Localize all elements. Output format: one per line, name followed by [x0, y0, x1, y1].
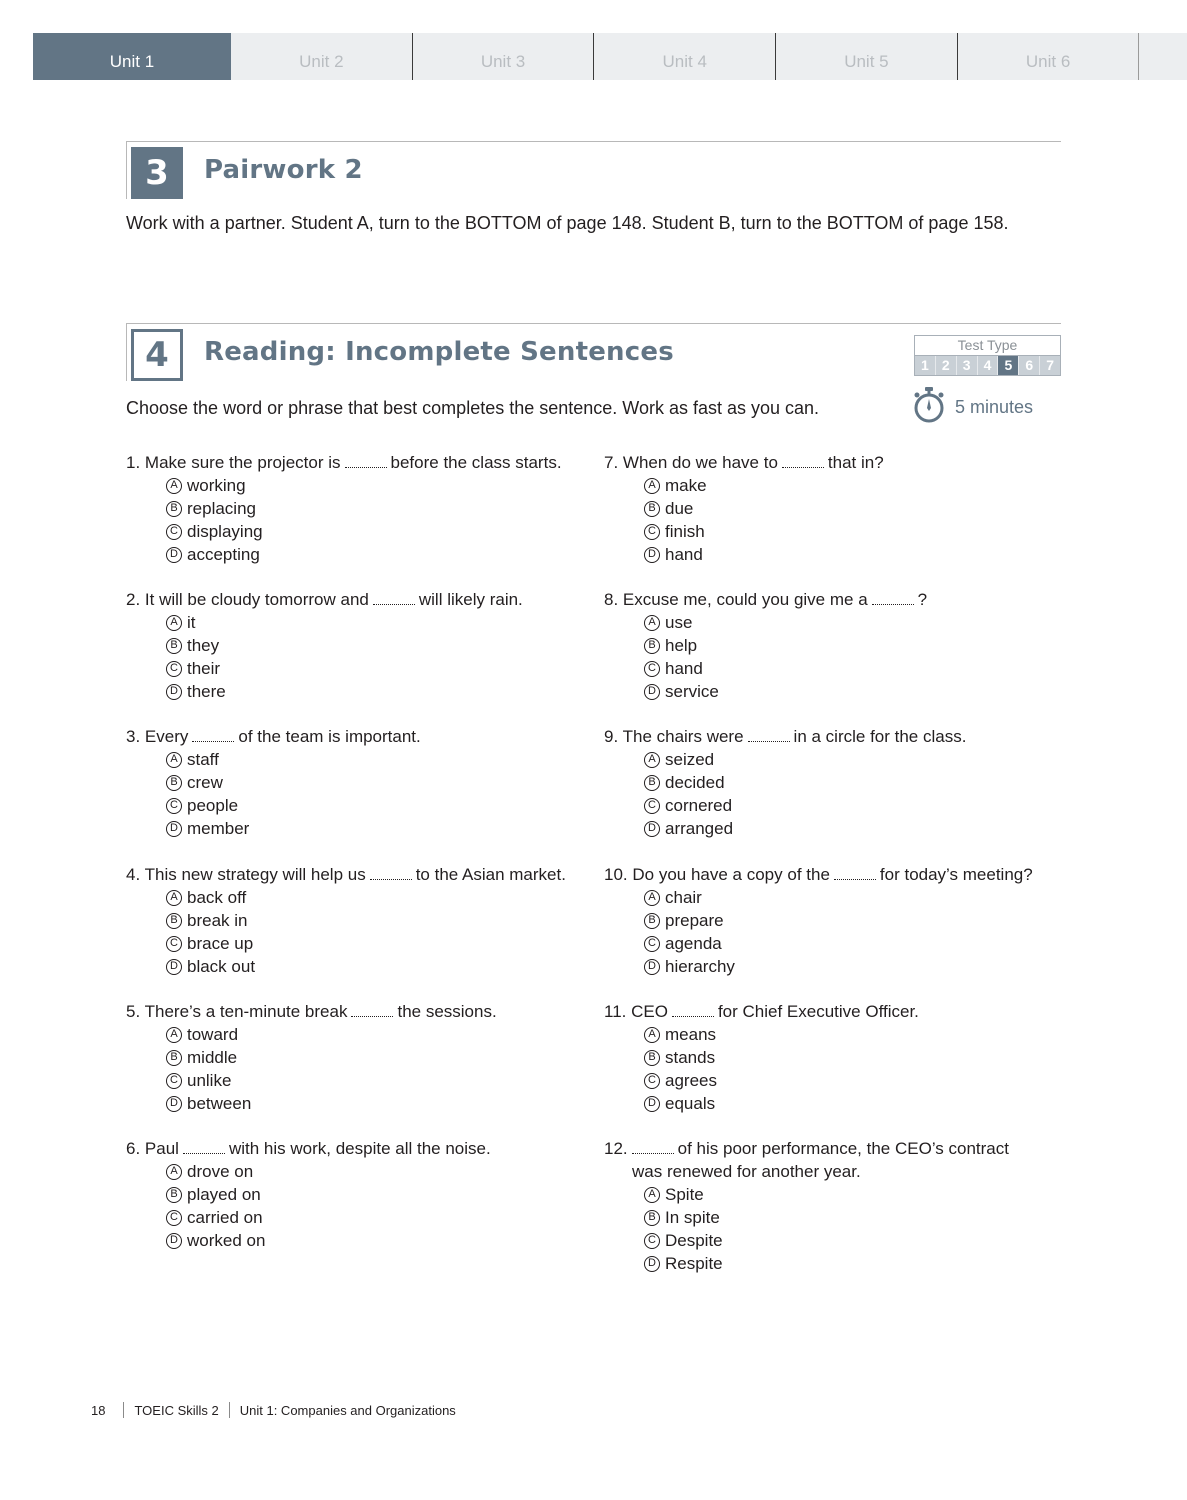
option-label: decided	[665, 772, 725, 792]
question-7	[604, 451, 1074, 566]
answer-option-a[interactable]	[644, 886, 1074, 909]
question-stem	[126, 1000, 596, 1023]
option-label: back off	[187, 887, 247, 907]
question-text-after: of the team is important.	[238, 727, 421, 746]
answer-option-b[interactable]	[644, 771, 1074, 794]
question-number: 8.	[604, 590, 619, 609]
option-label: there	[187, 681, 226, 701]
option-label: Respite	[665, 1253, 723, 1273]
test-type-cell-7: 7	[1040, 356, 1060, 375]
question-text-after: the sessions.	[397, 1002, 497, 1021]
answer-option-b[interactable]	[644, 1046, 1074, 1069]
answer-option-a[interactable]	[644, 611, 1074, 634]
option-label: worked on	[187, 1230, 266, 1250]
option-letter-circle-icon[interactable]: C	[166, 936, 182, 952]
question-text-after: before the class starts.	[390, 453, 562, 472]
test-type-cell-1: 1	[915, 356, 936, 375]
option-letter-circle-icon[interactable]: A	[644, 615, 660, 631]
option-letter-circle-icon[interactable]: B	[644, 1050, 660, 1066]
option-label: agrees	[665, 1070, 717, 1090]
option-letter-circle-icon[interactable]: C	[644, 798, 660, 814]
question-stem	[604, 863, 1074, 886]
question-11	[604, 1000, 1074, 1115]
answer-blank	[370, 865, 412, 880]
answer-option-d[interactable]	[166, 955, 596, 978]
option-label: people	[187, 795, 239, 815]
option-label: equals	[665, 1093, 716, 1113]
answer-option-b[interactable]	[644, 634, 1074, 657]
answer-blank	[748, 727, 790, 742]
answer-option-b[interactable]	[166, 1046, 596, 1069]
option-label: middle	[187, 1047, 238, 1067]
question-text-before: Every	[144, 727, 189, 746]
option-label: drove on	[187, 1161, 254, 1181]
section-divider	[126, 323, 1061, 324]
option-label: crew	[187, 772, 223, 792]
answer-option-a[interactable]	[644, 748, 1074, 771]
option-label: finish	[665, 521, 705, 541]
footer-divider	[229, 1402, 230, 1418]
question-stem	[604, 725, 1074, 748]
question-stem	[126, 863, 596, 886]
question-text-after: will likely rain.	[418, 590, 523, 609]
option-label: accepting	[187, 544, 260, 564]
question-text-before: Excuse me, could you give me a	[622, 590, 868, 609]
test-type-cell-5: 5	[998, 356, 1019, 375]
option-label: stands	[665, 1047, 716, 1067]
option-label: prepare	[665, 910, 724, 930]
option-letter-circle-icon[interactable]: A	[166, 1164, 182, 1180]
question-stem	[126, 588, 596, 611]
answer-option-c[interactable]	[166, 932, 596, 955]
answer-blank	[183, 1139, 225, 1154]
option-label: member	[187, 818, 250, 838]
option-label: hand	[665, 544, 703, 564]
tab-unit-3[interactable]: Unit 3	[413, 33, 595, 80]
time-limit-label: 5 minutes	[955, 397, 1034, 417]
option-letter-circle-icon[interactable]: A	[166, 478, 182, 494]
option-label: cornered	[665, 795, 733, 815]
option-letter-circle-icon[interactable]: C	[644, 524, 660, 540]
tab-unit-5[interactable]: Unit 5	[776, 33, 958, 80]
answer-option-b[interactable]	[166, 497, 596, 520]
answer-option-d[interactable]	[166, 543, 596, 566]
question-number: 7.	[604, 453, 619, 472]
section-instruction: Work with a partner. Student A, turn to the BOTTOM of page 148. Student B, turn to the BOTTOM of page 158.	[126, 213, 1009, 233]
option-letter-circle-icon[interactable]: C	[644, 936, 660, 952]
option-label: displaying	[187, 521, 263, 541]
question-text-after: to the Asian market.	[415, 865, 566, 884]
option-label: played on	[187, 1184, 261, 1204]
section-divider	[126, 141, 1061, 142]
question-8	[604, 588, 1074, 703]
option-label: they	[187, 635, 220, 655]
option-label: help	[665, 635, 698, 655]
option-label: make	[665, 475, 707, 495]
question-number: 9.	[604, 727, 619, 746]
answer-option-a[interactable]	[644, 1023, 1074, 1046]
answer-option-b[interactable]	[166, 771, 596, 794]
section-divider-vertical	[126, 141, 127, 199]
question-9	[604, 725, 1074, 840]
option-letter-circle-icon[interactable]: A	[166, 890, 182, 906]
option-letter-circle-icon[interactable]: A	[644, 1187, 660, 1203]
answer-option-b[interactable]	[166, 909, 596, 932]
answer-option-a[interactable]	[644, 474, 1074, 497]
option-letter-circle-icon[interactable]: B	[166, 1187, 182, 1203]
option-letter-circle-icon[interactable]: D	[166, 959, 182, 975]
option-label: black out	[187, 956, 256, 976]
question-text-after: ?	[917, 590, 928, 609]
option-letter-circle-icon[interactable]: B	[166, 638, 182, 654]
option-label: hand	[665, 658, 703, 678]
option-letter-circle-icon[interactable]: D	[644, 1256, 660, 1272]
answer-option-d[interactable]	[644, 1252, 1074, 1275]
answer-option-d[interactable]	[166, 1092, 596, 1115]
option-letter-circle-icon[interactable]: B	[644, 775, 660, 791]
section-divider-vertical	[126, 323, 127, 381]
option-letter-circle-icon[interactable]: D	[166, 1233, 182, 1249]
answer-option-c[interactable]	[166, 1206, 596, 1229]
answer-option-b[interactable]	[644, 497, 1074, 520]
option-letter-circle-icon[interactable]: B	[166, 1050, 182, 1066]
footer-divider	[123, 1402, 124, 1418]
option-label: it	[187, 612, 196, 632]
answer-blank	[872, 590, 914, 605]
option-letter-circle-icon[interactable]: D	[166, 821, 182, 837]
option-label: due	[665, 498, 694, 518]
tab-unit-4[interactable]: Unit 4	[594, 33, 776, 80]
option-label: carried on	[187, 1207, 263, 1227]
section-title: Pairwork 2	[204, 155, 363, 185]
answer-option-c[interactable]	[166, 1069, 596, 1092]
question-stem	[604, 451, 1074, 474]
question-6	[126, 1137, 596, 1252]
option-letter-circle-icon[interactable]: A	[166, 752, 182, 768]
option-label: means	[665, 1024, 717, 1044]
option-letter-circle-icon[interactable]: C	[166, 1210, 182, 1226]
question-text-before: This new strategy will help us	[144, 865, 366, 884]
test-type-label: Test Type	[915, 336, 1060, 356]
option-label: hierarchy	[665, 956, 735, 976]
question-4	[126, 863, 596, 978]
answer-option-b[interactable]	[644, 1206, 1074, 1229]
answer-option-d[interactable]	[644, 680, 1074, 703]
question-stem	[604, 1137, 1074, 1160]
question-text-before: It will be cloudy tomorrow and	[144, 590, 369, 609]
question-text-before: Make sure the projector is	[144, 453, 341, 472]
answer-blank	[345, 453, 387, 468]
answer-blank	[373, 590, 415, 605]
option-label: Despite	[665, 1230, 723, 1250]
section-instruction: Choose the word or phrase that best completes the sentence. Work as fast as you can.	[126, 398, 820, 418]
option-label: use	[665, 612, 693, 632]
question-text-before: Paul	[144, 1139, 179, 1158]
question-stem	[126, 1137, 596, 1160]
answer-blank	[782, 453, 824, 468]
question-text-before: When do we have to	[622, 453, 778, 472]
option-letter-circle-icon[interactable]: D	[644, 684, 660, 700]
answer-option-c[interactable]	[644, 520, 1074, 543]
option-letter-circle-icon[interactable]: B	[644, 913, 660, 929]
option-label: between	[187, 1093, 252, 1113]
question-text-before: The chairs were	[622, 727, 744, 746]
answer-blank	[834, 865, 876, 880]
question-10	[604, 863, 1074, 978]
question-text-before: CEO	[631, 1002, 668, 1021]
question-number: 2.	[126, 590, 141, 609]
option-letter-circle-icon[interactable]: A	[644, 478, 660, 494]
answer-blank	[632, 1139, 674, 1154]
answer-option-a[interactable]	[644, 1183, 1074, 1206]
question-5	[126, 1000, 596, 1115]
question-number: 5.	[126, 1002, 141, 1021]
answer-option-a[interactable]	[166, 886, 596, 909]
option-letter-circle-icon[interactable]: C	[166, 1073, 182, 1089]
stopwatch-icon	[912, 386, 946, 429]
option-letter-circle-icon[interactable]: B	[166, 501, 182, 517]
test-type-indicator	[914, 335, 1061, 376]
question-number: 1.	[126, 453, 141, 472]
tab-unit-6[interactable]: Unit 6	[958, 33, 1140, 80]
answer-option-c[interactable]	[644, 1229, 1074, 1252]
option-letter-circle-icon[interactable]: C	[166, 798, 182, 814]
option-letter-circle-icon[interactable]: B	[644, 1210, 660, 1226]
question-number: 12.	[604, 1139, 628, 1158]
question-number: 11.	[604, 1002, 627, 1021]
question-text-continued: was renewed for another year.	[632, 1162, 861, 1181]
option-letter-circle-icon[interactable]: C	[644, 1073, 660, 1089]
question-text-after: that in?	[827, 453, 884, 472]
test-type-cell-4: 4	[978, 356, 999, 375]
page-number: 18	[91, 1402, 106, 1418]
answer-option-b[interactable]	[166, 634, 596, 657]
section-title: Reading: Incomplete Sentences	[204, 337, 674, 367]
answer-option-c[interactable]	[644, 1069, 1074, 1092]
question-text-after: with his work, despite all the noise.	[228, 1139, 491, 1158]
option-letter-circle-icon[interactable]: B	[166, 913, 182, 929]
answer-option-d[interactable]	[166, 817, 596, 840]
unit-tab-bar	[33, 33, 1187, 80]
option-letter-circle-icon[interactable]: D	[166, 547, 182, 563]
option-label: brace up	[187, 933, 254, 953]
question-number: 3.	[126, 727, 141, 746]
answer-option-c[interactable]	[166, 520, 596, 543]
question-stem	[126, 451, 596, 474]
option-letter-circle-icon[interactable]: C	[644, 661, 660, 677]
question-text-after: in a circle for the class.	[793, 727, 967, 746]
chapter-title: Unit 1: Companies and Organizations	[239, 1402, 456, 1418]
option-letter-circle-icon[interactable]: A	[166, 1027, 182, 1043]
tab-unit-2[interactable]: Unit 2	[231, 33, 413, 80]
answer-option-c[interactable]	[644, 932, 1074, 955]
option-label: staff	[187, 749, 219, 769]
question-stem	[604, 1000, 1074, 1023]
question-stem	[604, 588, 1074, 611]
question-number: 10.	[604, 865, 628, 884]
option-label: agenda	[665, 933, 722, 953]
option-label: unlike	[187, 1070, 232, 1090]
question-12	[604, 1137, 1074, 1275]
test-type-cells	[915, 356, 1060, 375]
answer-option-b[interactable]	[166, 1183, 596, 1206]
answer-option-b[interactable]	[644, 909, 1074, 932]
answer-option-c[interactable]	[166, 794, 596, 817]
answer-option-c[interactable]	[644, 657, 1074, 680]
option-letter-circle-icon[interactable]: D	[644, 821, 660, 837]
option-label: chair	[665, 887, 702, 907]
answer-option-a[interactable]	[166, 474, 596, 497]
question-text-after: for today’s meeting?	[879, 865, 1033, 884]
option-letter-circle-icon[interactable]: A	[644, 752, 660, 768]
option-label: toward	[187, 1024, 239, 1044]
question-2	[126, 588, 596, 703]
option-letter-circle-icon[interactable]: B	[166, 775, 182, 791]
answer-option-a[interactable]	[166, 611, 596, 634]
option-label: seized	[665, 749, 715, 769]
option-label: replacing	[187, 498, 256, 518]
answer-blank	[672, 1002, 714, 1017]
option-letter-circle-icon[interactable]: A	[644, 890, 660, 906]
question-number: 4.	[126, 865, 141, 884]
option-label: working	[187, 475, 246, 495]
answer-option-a[interactable]	[166, 1160, 596, 1183]
page-footer	[91, 1402, 456, 1418]
section-number-badge: 4	[131, 329, 183, 381]
test-type-cell-3: 3	[957, 356, 978, 375]
answer-option-d[interactable]	[644, 955, 1074, 978]
option-label: break in	[187, 910, 248, 930]
answer-option-d[interactable]	[166, 680, 596, 703]
question-1	[126, 451, 596, 566]
option-letter-circle-icon[interactable]: C	[644, 1233, 660, 1249]
option-letter-circle-icon[interactable]: C	[166, 524, 182, 540]
test-type-cell-6: 6	[1019, 356, 1040, 375]
question-text-before: Do you have a copy of the	[632, 865, 830, 884]
section-number-badge: 3	[131, 147, 183, 199]
option-label: In spite	[665, 1207, 720, 1227]
tab-unit-1[interactable]: Unit 1	[33, 33, 231, 80]
answer-option-c[interactable]	[166, 657, 596, 680]
book-title: TOEIC Skills 2	[134, 1402, 219, 1418]
option-letter-circle-icon[interactable]: A	[644, 1027, 660, 1043]
answer-option-d[interactable]	[644, 1092, 1074, 1115]
option-label: arranged	[665, 818, 734, 838]
option-letter-circle-icon[interactable]: D	[166, 684, 182, 700]
question-stem	[126, 725, 596, 748]
option-letter-circle-icon[interactable]: B	[644, 501, 660, 517]
answer-blank	[351, 1002, 393, 1017]
answer-option-d[interactable]	[644, 817, 1074, 840]
option-label: service	[665, 681, 719, 701]
question-number: 6.	[126, 1139, 141, 1158]
option-letter-circle-icon[interactable]: A	[166, 615, 182, 631]
answer-option-c[interactable]	[644, 794, 1074, 817]
option-letter-circle-icon[interactable]: D	[644, 959, 660, 975]
question-3	[126, 725, 596, 840]
answer-option-a[interactable]	[166, 1023, 596, 1046]
option-label: Spite	[665, 1184, 704, 1204]
answer-option-d[interactable]	[166, 1229, 596, 1252]
option-letter-circle-icon[interactable]: D	[166, 1096, 182, 1112]
option-label: their	[187, 658, 221, 678]
test-type-cell-2: 2	[936, 356, 957, 375]
answer-option-d[interactable]	[644, 543, 1074, 566]
question-text-before: There’s a ten-minute break	[144, 1002, 348, 1021]
answer-option-a[interactable]	[166, 748, 596, 771]
time-limit	[912, 386, 1033, 429]
option-letter-circle-icon[interactable]: D	[644, 1096, 660, 1112]
option-letter-circle-icon[interactable]: C	[166, 661, 182, 677]
option-letter-circle-icon[interactable]: D	[644, 547, 660, 563]
answer-blank	[192, 727, 234, 742]
option-letter-circle-icon[interactable]: B	[644, 638, 660, 654]
question-text-after: of his poor performance, the CEO’s contract	[677, 1139, 1009, 1158]
question-text-after: for Chief Executive Officer.	[717, 1002, 919, 1021]
